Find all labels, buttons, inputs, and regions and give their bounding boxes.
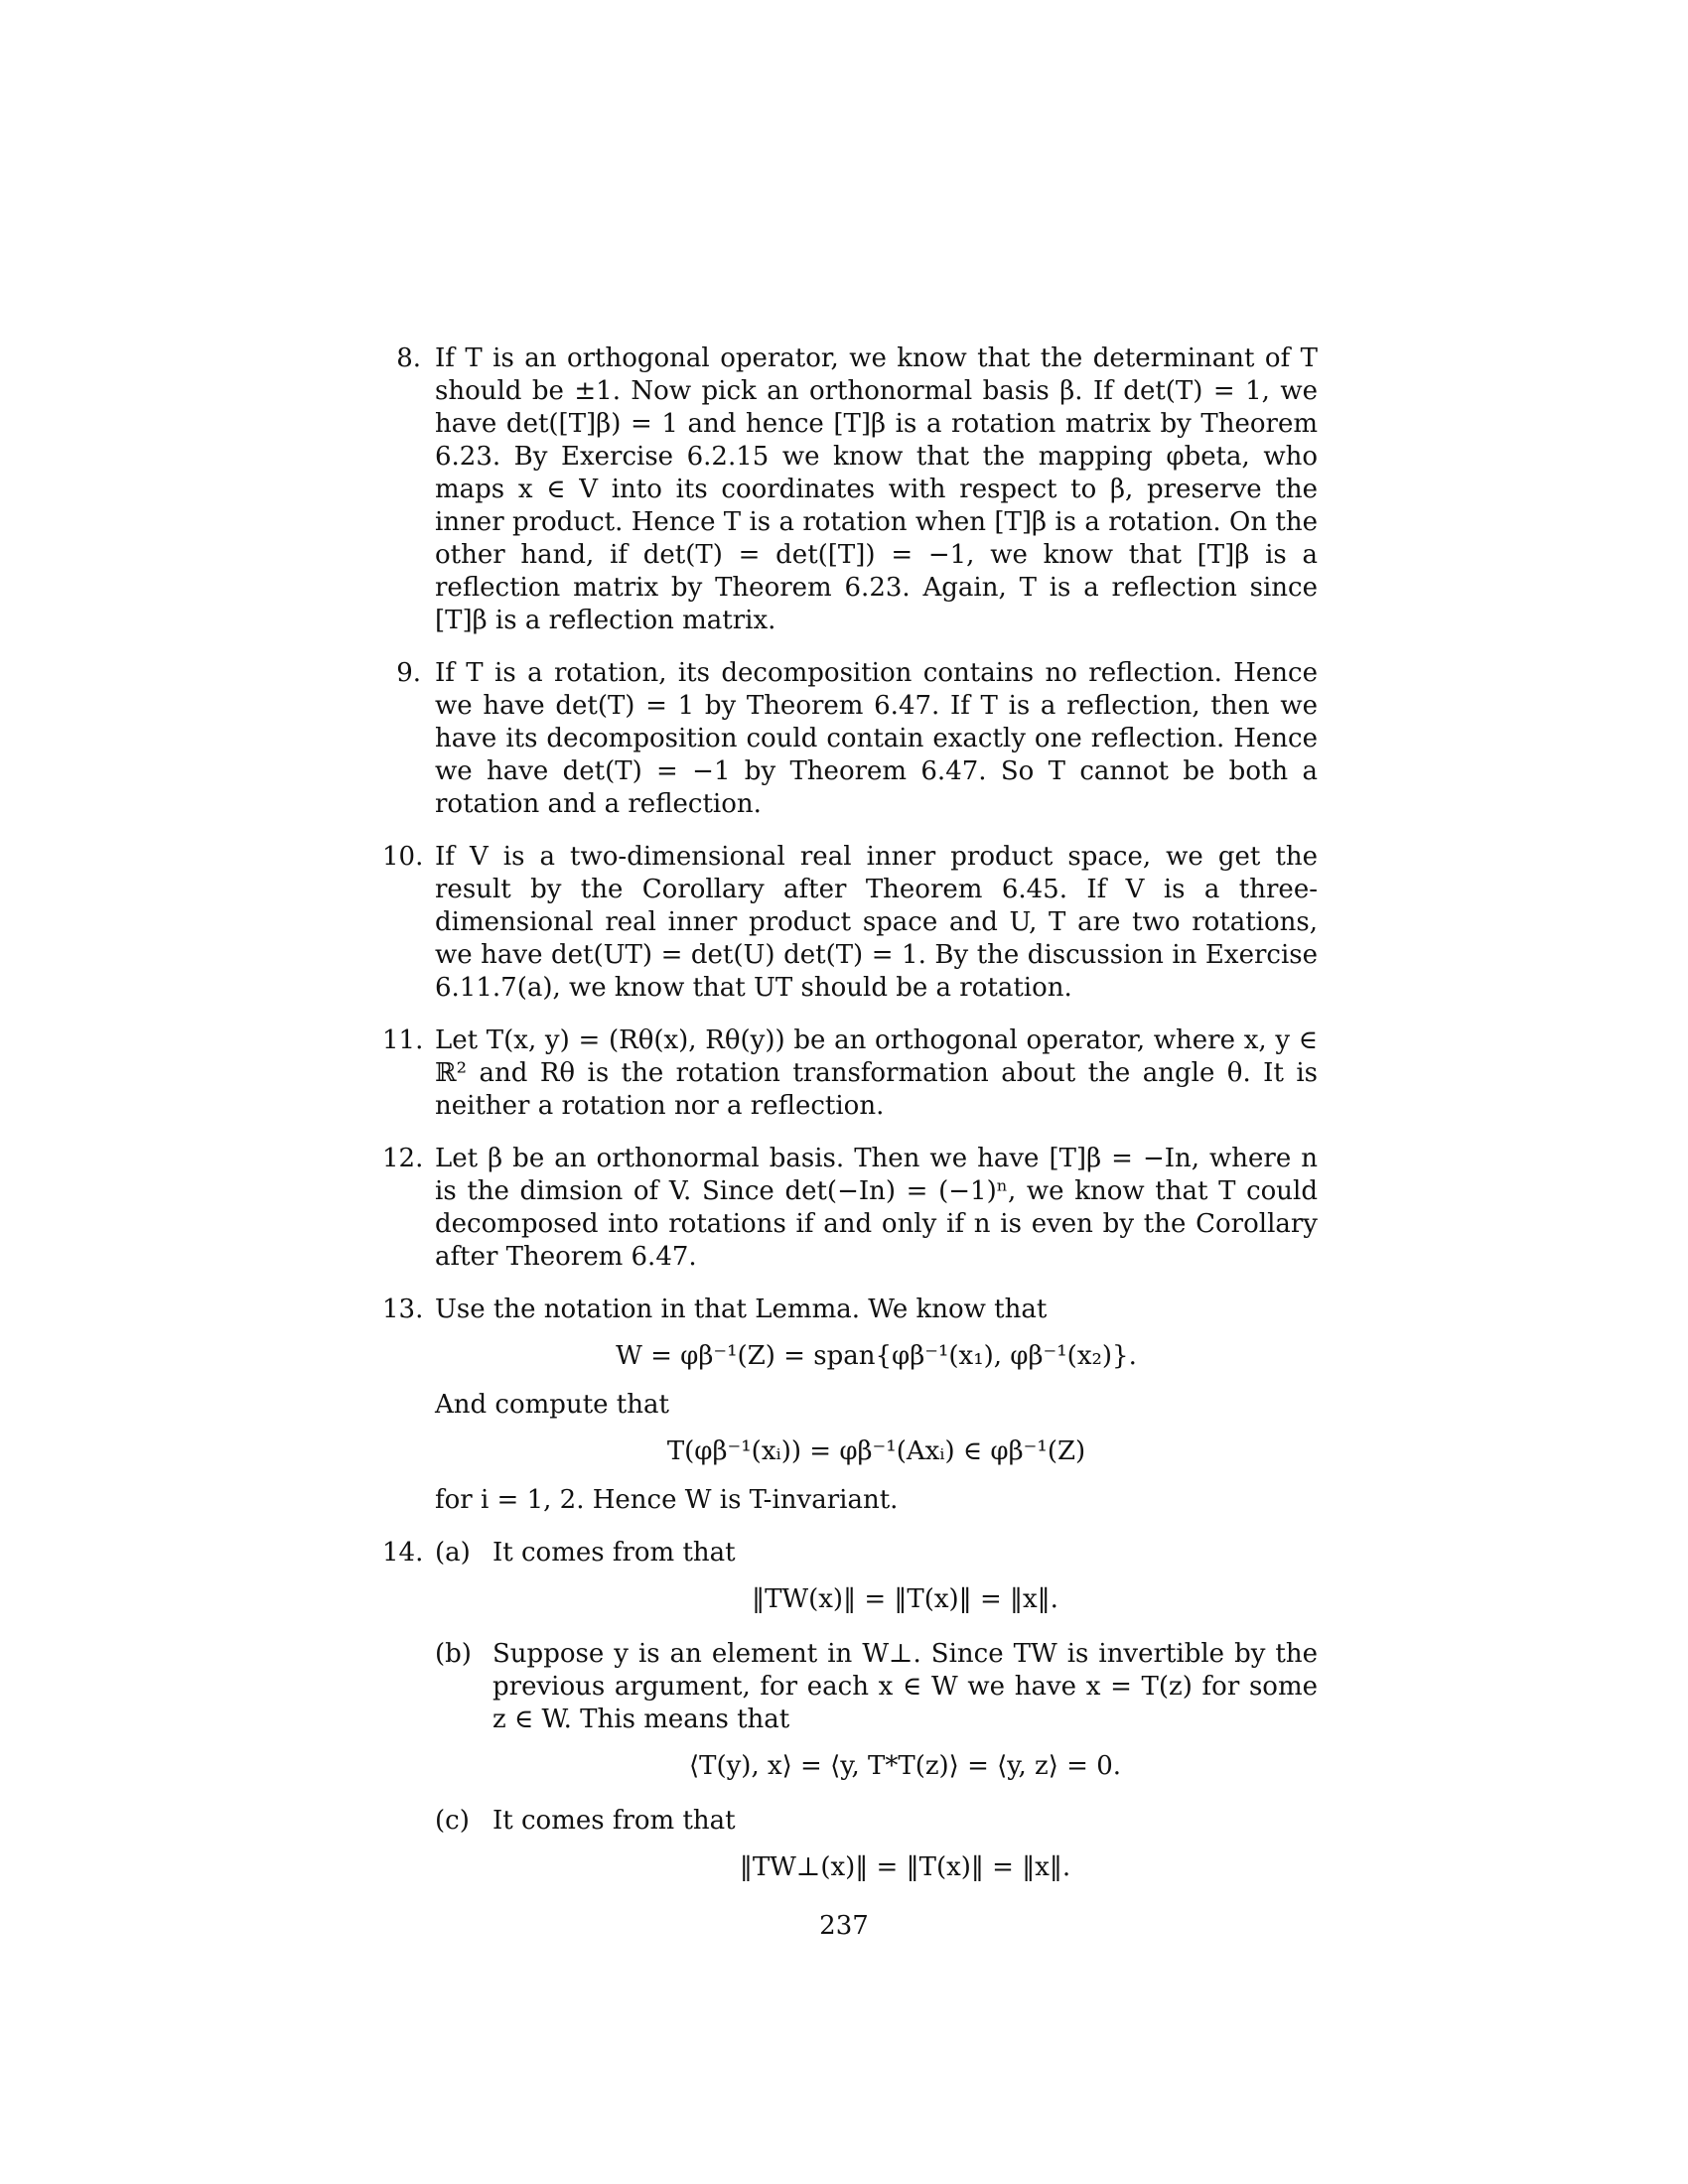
item-text: Let β be an orthonormal basis. Then we have [T]β = −In, where n is the dimsion of V. Since det(−In) = (−1)ⁿ, we know that T could decomposed into rotations if and only if n is even by the Corollary after Theorem 6.47. — [435, 1144, 1318, 1272]
subitem-a — [435, 1537, 1318, 1632]
item-text: If T is a rotation, its decomposition contains no reflection. Hence we have det(T) = 1 by Theorem 6.47. If T is a reflection, then we have its decomposition could contain exactly one reflection. Hence we have det(T) = −1 by Theorem 6.47. So T cannot be both a rotation and a reflection. — [435, 658, 1318, 819]
item-text: Use the notation in that Lemma. We know that — [435, 1295, 1048, 1324]
equation: ‖TW(x)‖ = ‖T(x)‖ = ‖x‖. — [752, 1584, 1058, 1614]
exercise-14 — [382, 1537, 1318, 1906]
item-text: Let T(x, y) = (Rθ(x), Rθ(y)) be an orthogonal operator, where x, y ∈ ℝ² and Rθ is the rotation transformation about the angle θ. It is neither a rotation nor a reflection. — [435, 1025, 1318, 1121]
item-text: Suppose y is an element in W⊥. Since TW is invertible by the previous argument, for each x ∈ W we have x = T(z) for some z ∈ W. This means that — [492, 1639, 1318, 1734]
item-number: 13. — [382, 1295, 424, 1324]
item-number: 9. — [396, 658, 421, 688]
equation: ⟨T(y), x⟩ = ⟨y, T*T(z)⟩ = ⟨y, z⟩ = 0. — [688, 1751, 1122, 1781]
subitem-b — [435, 1638, 1318, 1799]
exercise-11 — [382, 1024, 1318, 1123]
subitem-label: (c) — [435, 1806, 470, 1836]
page-number: 237 — [819, 1911, 869, 1941]
item-number: 12. — [382, 1144, 424, 1173]
equation: W = φβ⁻¹(Z) = span{φβ⁻¹(x₁), φβ⁻¹(x₂)}. — [616, 1341, 1137, 1371]
item-text: And compute that — [435, 1390, 669, 1420]
exercise-10 — [382, 841, 1318, 1005]
equation: ‖TW⊥(x)‖ = ‖T(x)‖ = ‖x‖. — [739, 1852, 1071, 1882]
subitem-label: (a) — [435, 1538, 471, 1568]
subitem-c — [435, 1805, 1318, 1900]
item-text: It comes from that — [492, 1538, 736, 1568]
item-number: 14. — [382, 1538, 424, 1568]
text-column — [382, 342, 1318, 1926]
item-text: for i = 1, 2. Hence W is T-invariant. — [435, 1485, 899, 1515]
exercise-9 — [382, 657, 1318, 821]
equation: T(φβ⁻¹(xᵢ)) = φβ⁻¹(Axᵢ) ∈ φβ⁻¹(Z) — [666, 1436, 1086, 1466]
subitem-label: (b) — [435, 1639, 472, 1669]
exercise-12 — [382, 1143, 1318, 1274]
item-number: 11. — [382, 1025, 424, 1055]
item-number: 10. — [382, 842, 424, 872]
item-text: If T is an orthogonal operator, we know that the determinant of T should be ±1. Now pick an orthonormal basis β. If det(T) = 1, we have det([T]β) = 1 and hence [T]β is a rotation matrix by Theorem 6.23. By Exercise 6.2.15 we know that the mapping φbeta, who maps x ∈ V into its coordinates with respect to β, preserve the inner product. Hence T is a rotation when [T]β is a rotation. On the other hand, if det(T) = det([T]) = −1, we know that [T]β is a reflection matrix by Theorem 6.23. Again, T is a reflection since [T]β is a reflection matrix. — [435, 343, 1318, 635]
item-text: It comes from that — [492, 1806, 736, 1836]
exercise-8 — [382, 342, 1318, 637]
item-text: If V is a two-dimensional real inner product space, we get the result by the Corollary after Theorem 6.45. If V is a three-dimensional real inner product space and U, T are two rotations, we have det(UT) = det(U) det(T) = 1. By the discussion in Exercise 6.11.7(a), we know that UT should be a rotation. — [435, 842, 1318, 1003]
item-number: 8. — [396, 343, 421, 373]
exercise-13 — [382, 1294, 1318, 1517]
